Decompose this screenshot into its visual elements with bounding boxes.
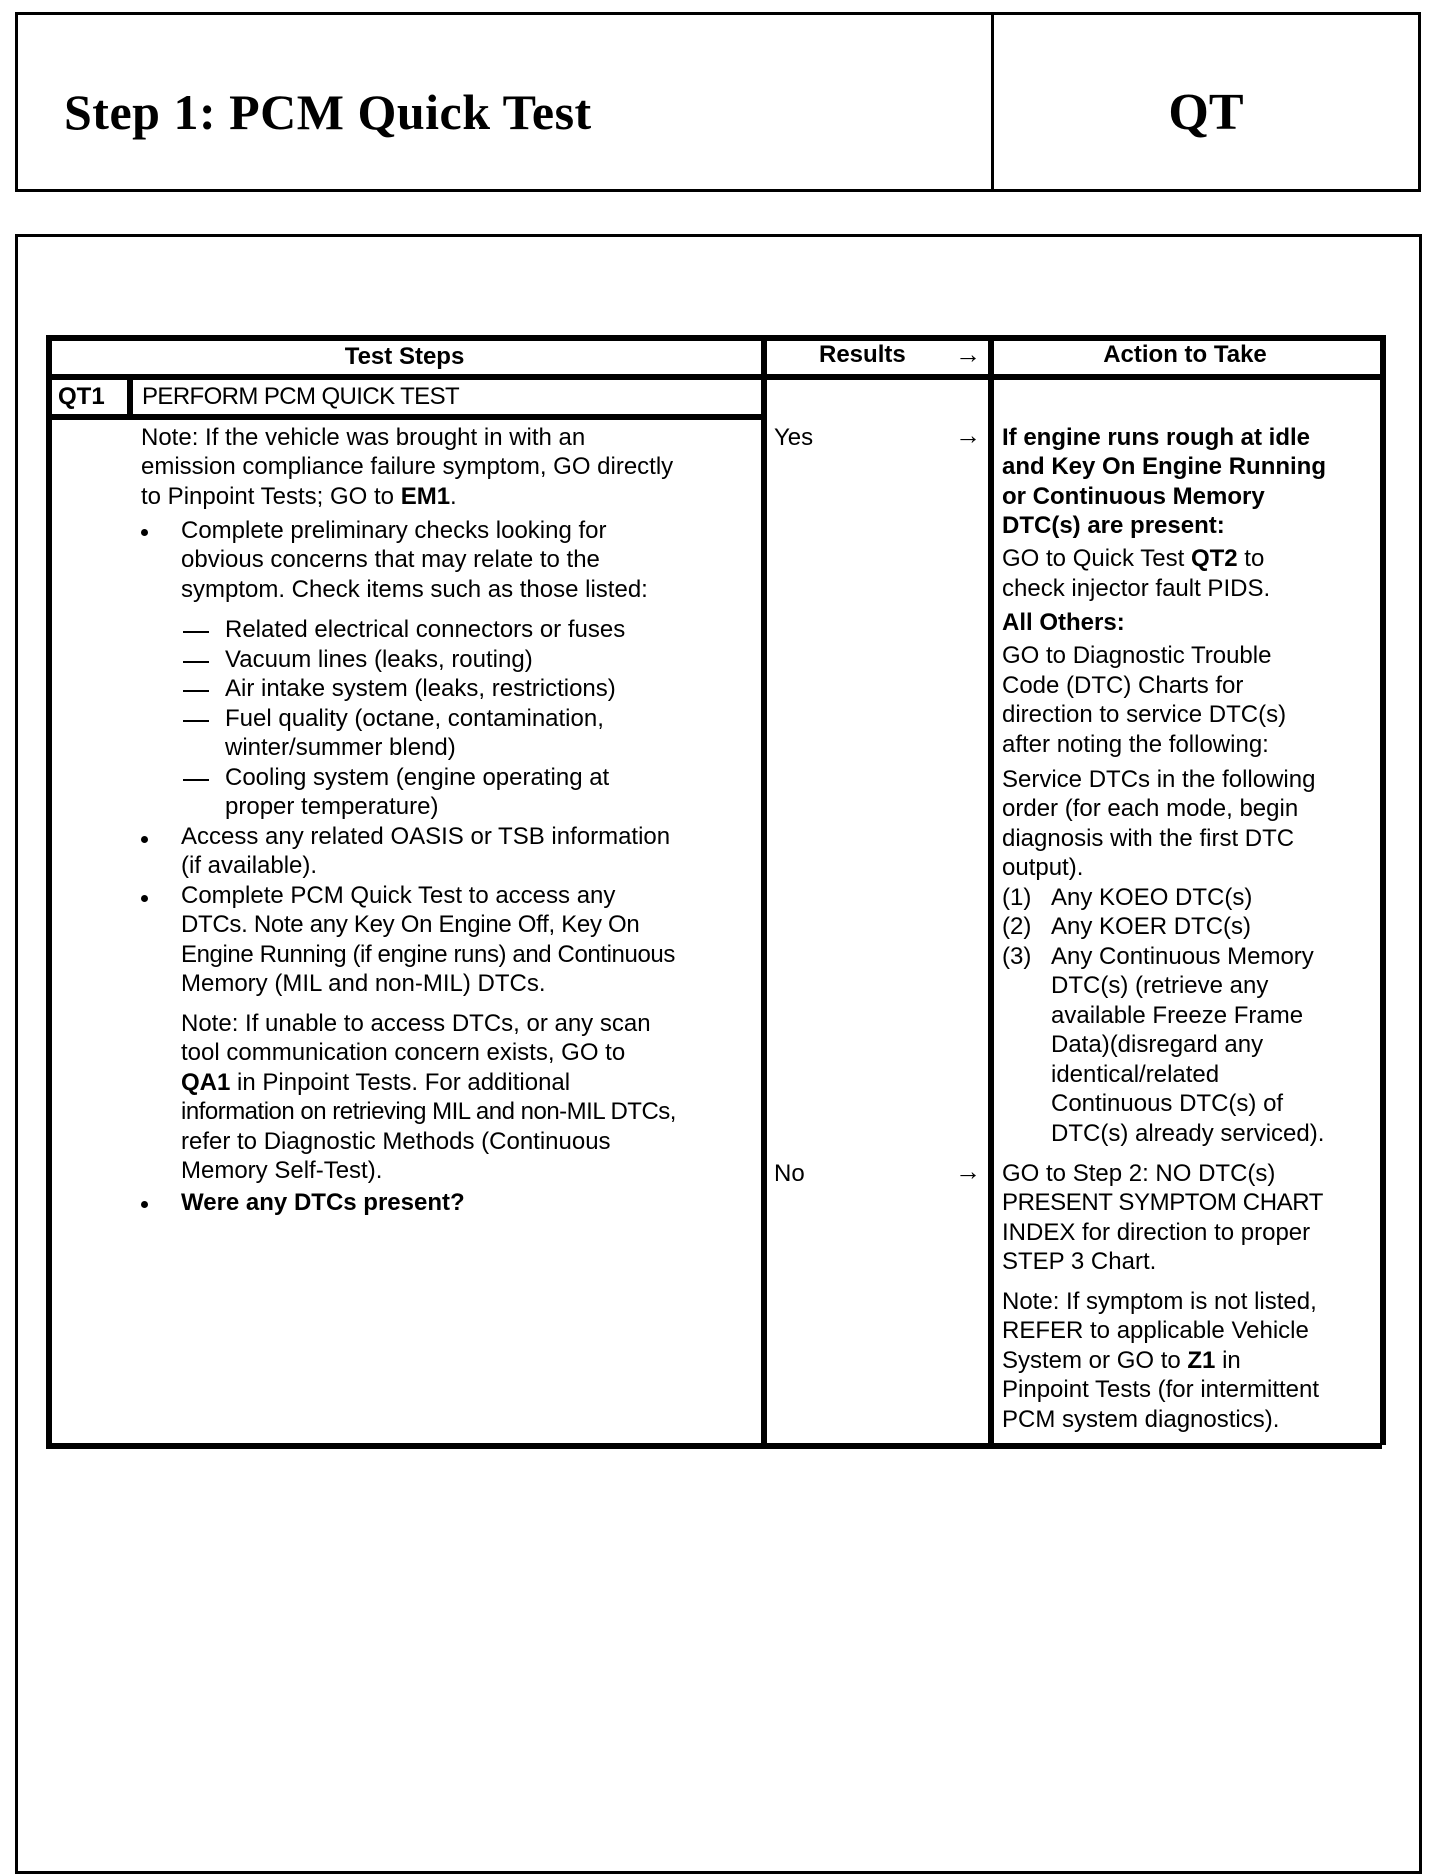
table-right-border (1380, 335, 1386, 1445)
dash-icon (183, 690, 209, 692)
note-line: emission compliance failure symptom, GO directly (141, 453, 674, 480)
note-line: Note: If the vehicle was brought in with an (141, 424, 586, 451)
table-header-divider (46, 374, 1382, 380)
table-bottom-border (46, 1443, 1382, 1449)
step-id: QT1 (58, 383, 105, 410)
bullet-line: obvious concerns that may relate to the (181, 546, 600, 573)
bullet-line: DTCs. Note any Key On Engine Off, Key On (181, 911, 640, 938)
service-line: Service DTCs in the following (1002, 766, 1316, 793)
order-item: Continuous DTC(s) of (1051, 1090, 1284, 1117)
result-no: No (774, 1160, 805, 1187)
header-test-steps: Test Steps (344, 343, 465, 370)
result-yes: Yes (774, 424, 814, 451)
qt2-line: check injector fault PIDS. (1002, 575, 1271, 602)
service-line: order (for each mode, begin (1002, 795, 1299, 822)
header-action: Action to Take (1103, 341, 1267, 368)
dtc-line: direction to service DTC(s) (1002, 701, 1287, 728)
qt2-reference: QT2 (1190, 545, 1238, 572)
z1-reference: Z1 (1187, 1347, 1216, 1374)
action-no-line: INDEX for direction to proper (1002, 1219, 1311, 1246)
dash-item: Air intake system (leaks, restrictions) (225, 675, 616, 702)
column-divider-action (988, 335, 994, 1445)
action-no-line: STEP 3 Chart. (1002, 1248, 1157, 1275)
bullet-line: Access any related OASIS or TSB information (181, 823, 671, 850)
question: Were any DTCs present? (181, 1189, 465, 1216)
qa1-reference: QA1 (181, 1069, 231, 1096)
note2-line: Note: If unable to access DTCs, or any scan (181, 1010, 651, 1037)
order-item: available Freeze Frame (1051, 1002, 1304, 1029)
title-box (15, 12, 1421, 192)
dash-icon (183, 661, 209, 663)
order-number: (3) (1002, 943, 1032, 970)
action-yes-condition: If engine runs rough at idle (1002, 424, 1311, 451)
order-number: (1) (1002, 884, 1032, 911)
dash-item: Related electrical connectors or fuses (225, 616, 626, 643)
action-no-line: PRESENT SYMPTOM CHART (1002, 1189, 1323, 1216)
dtc-line: after noting the following: (1002, 731, 1269, 758)
action-yes-condition: DTC(s) are present: (1002, 512, 1225, 539)
action-yes-condition: or Continuous Memory (1002, 483, 1265, 510)
bullet-line: Complete PCM Quick Test to access any (181, 882, 616, 909)
dash-icon (183, 631, 209, 633)
bullet-line: Complete preliminary checks looking for (181, 517, 607, 544)
order-item: Any KOEO DTC(s) (1051, 884, 1253, 911)
action-no-line: GO to Step 2: NO DTC(s) (1002, 1160, 1276, 1187)
qt2-line: GO to Quick Test QT2 to (1002, 545, 1265, 572)
all-others-heading: All Others: (1002, 609, 1125, 636)
step-row-divider (46, 414, 762, 420)
order-item: identical/related (1051, 1061, 1220, 1088)
result-no-arrow-icon: → (955, 1156, 981, 1186)
page-code: QT (1168, 84, 1244, 141)
column-divider-results (761, 335, 767, 1445)
title-cell (18, 15, 994, 189)
note2-line: QA1 in Pinpoint Tests. For additional (181, 1069, 571, 1096)
bullet-icon (141, 895, 148, 902)
dtc-line: GO to Diagnostic Trouble (1002, 642, 1272, 669)
table-left-border (46, 335, 52, 1445)
dash-item: Fuel quality (octane, contamination, (225, 705, 604, 732)
bullet-icon (141, 529, 148, 536)
order-item: Any Continuous Memory (1051, 943, 1314, 970)
result-yes-arrow-icon: → (955, 420, 981, 450)
note2-line: refer to Diagnostic Methods (Continuous (181, 1128, 611, 1155)
step-title: PERFORM PCM QUICK TEST (142, 383, 460, 410)
service-line: output). (1002, 854, 1084, 881)
action-no-note: System or GO to Z1 in (1002, 1347, 1241, 1374)
bullet-icon (141, 1201, 148, 1208)
service-line: diagnosis with the first DTC (1002, 825, 1295, 852)
dash-item: Vacuum lines (leaks, routing) (225, 646, 533, 673)
note2-line: Memory Self-Test). (181, 1157, 383, 1184)
note2-line: information on retrieving MIL and non-MIL DTCs, (181, 1098, 676, 1125)
order-item: DTC(s) already serviced). (1051, 1120, 1325, 1147)
action-no-note: Note: If symptom is not listed, (1002, 1288, 1317, 1315)
dash-item: Cooling system (engine operating at (225, 764, 610, 791)
note2-line: tool communication concern exists, GO to (181, 1039, 626, 1066)
order-item: DTC(s) (retrieve any (1051, 972, 1269, 999)
bullet-line: (if available). (181, 852, 318, 879)
action-no-note: Pinpoint Tests (for intermittent (1002, 1376, 1320, 1403)
action-no-note: REFER to applicable Vehicle (1002, 1317, 1309, 1344)
bullet-icon (141, 836, 148, 843)
step-id-divider (127, 374, 133, 415)
note-line: to Pinpoint Tests; GO to EM1. (141, 483, 457, 510)
order-number: (2) (1002, 913, 1032, 940)
order-item: Any KOER DTC(s) (1051, 913, 1252, 940)
bullet-line: symptom. Check items such as those listed: (181, 576, 648, 603)
header-results-arrow-icon: → (955, 339, 981, 369)
order-item: Data)(disregard any (1051, 1031, 1264, 1058)
bullet-line: Engine Running (if engine runs) and Continuous (181, 941, 675, 968)
bullet-line: Memory (MIL and non-MIL) DTCs. (181, 970, 546, 997)
dash-icon (183, 779, 209, 781)
action-yes-condition: and Key On Engine Running (1002, 453, 1326, 480)
dash-item: winter/summer blend) (225, 734, 456, 761)
page-title: Step 1: PCM Quick Test (64, 84, 592, 140)
dash-icon (183, 720, 209, 722)
dtc-line: Code (DTC) Charts for (1002, 672, 1244, 699)
dash-item: proper temperature) (225, 793, 439, 820)
action-no-note: PCM system diagnostics). (1002, 1406, 1280, 1433)
header-results: Results (819, 341, 906, 368)
em1-reference: EM1 (400, 483, 451, 510)
